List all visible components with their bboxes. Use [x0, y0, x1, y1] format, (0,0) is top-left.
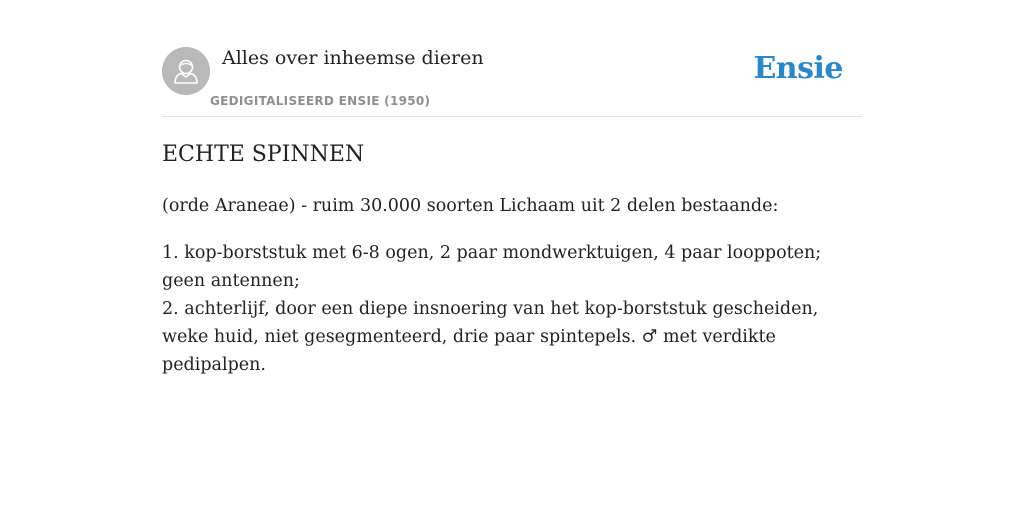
source-title[interactable]: Alles over inheemse dieren: [222, 47, 484, 69]
user-icon: [162, 47, 210, 95]
body-line-2: 2. achterlijf, door een diepe insnoering van het kop-borststuk gescheiden, weke huid, niet gesegmenteerd, drie paar spintepels. ♂ met verdikte pedipalpen.: [162, 299, 819, 375]
ensie-logo[interactable]: Ensie: [753, 51, 843, 86]
article-intro: (orde Araneae) - ruim 30.000 soorten Lichaam uit 2 delen bestaande:: [162, 196, 779, 216]
article-title: ECHTE SPINNEN: [162, 142, 365, 167]
article-body: [162, 239, 862, 379]
source-header: [162, 0, 862, 117]
page: [162, 0, 862, 375]
body-line-1: 1. kop-borststuk met 6-8 ogen, 2 paar mondwerktuigen, 4 paar looppoten; geen antennen;: [162, 243, 822, 291]
avatar[interactable]: [162, 47, 210, 95]
source-meta: GEDIGITALISEERD ENSIE (1950): [210, 94, 431, 108]
